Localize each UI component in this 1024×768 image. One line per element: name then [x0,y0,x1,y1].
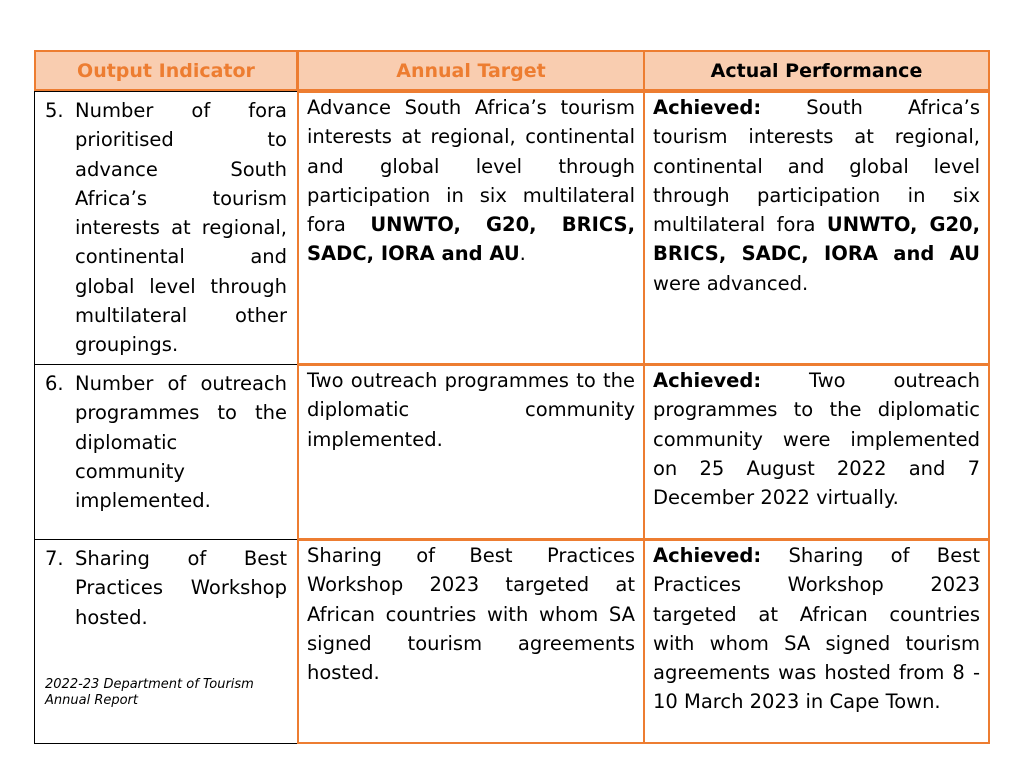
header-annual-target: Annual Target [297,50,645,91]
achieved-label: Achieved: [653,96,762,119]
row-number: 5. [45,99,64,122]
table-row-target [297,364,645,540]
performance-bold-text: UNWTO, G20, BRICS, SADC, IORA and AU [653,213,980,266]
row-number: 6. [45,372,64,395]
performance-text: South Africa’s tourism interests at regional, continental and global level through participation in six multilateral fora [653,96,980,237]
report-footer-note: 2022-23 Department of Tourism Annual Report [45,677,254,708]
target-suffix: . [519,242,526,266]
table-row-indicator [34,539,298,744]
performance-text: Sharing of Best Practices Workshop 2023 targeted at African countries with whom SA signed tourism agreements was hosted from 8 - 10 March 2023 in Cape Town. [653,544,980,714]
table-row-indicator [34,364,298,540]
table-row-performance [643,91,990,365]
target-text: Sharing of Best Practices Workshop 2023 targeted at African countries with whom SA signed tourism agreements hosted. [307,544,635,685]
target-text: Advance South Africa’s tourism interests at regional, continental and global level through participation in six multilateral fora [307,96,635,237]
performance-text: Two outreach programmes to the diplomatic community were implemented on 25 August 2022 and 7 December 2022 virtually. [653,369,980,510]
table-row-target [297,539,645,744]
indicator-text: Sharing of Best Practices Workshop hosted. [75,547,287,629]
table-row-target [297,91,645,365]
header-actual-performance: Actual Performance [643,50,990,91]
indicator-text: Number of outreach programmes to the diplomatic community implemented. [75,372,287,513]
indicator-text: Number of fora prioritised to advance South Africa’s tourism interests at regional, continental and global level through multilateral other groupings. [75,99,287,357]
achieved-label: Achieved: [653,544,762,567]
table-row-indicator [34,91,298,365]
table-row-performance [643,539,990,744]
row-number: 7. [45,547,64,570]
achieved-label: Achieved: [653,369,762,392]
table-row-performance [643,364,990,540]
target-bold-text: UNWTO, G20, BRICS, SADC, IORA and AU [307,213,635,266]
performance-suffix: were advanced. [653,271,809,295]
header-output-indicator: Output Indicator [34,50,298,91]
target-text: Two outreach programmes to the diplomatic community implemented. [307,369,635,451]
performance-table [34,50,990,744]
